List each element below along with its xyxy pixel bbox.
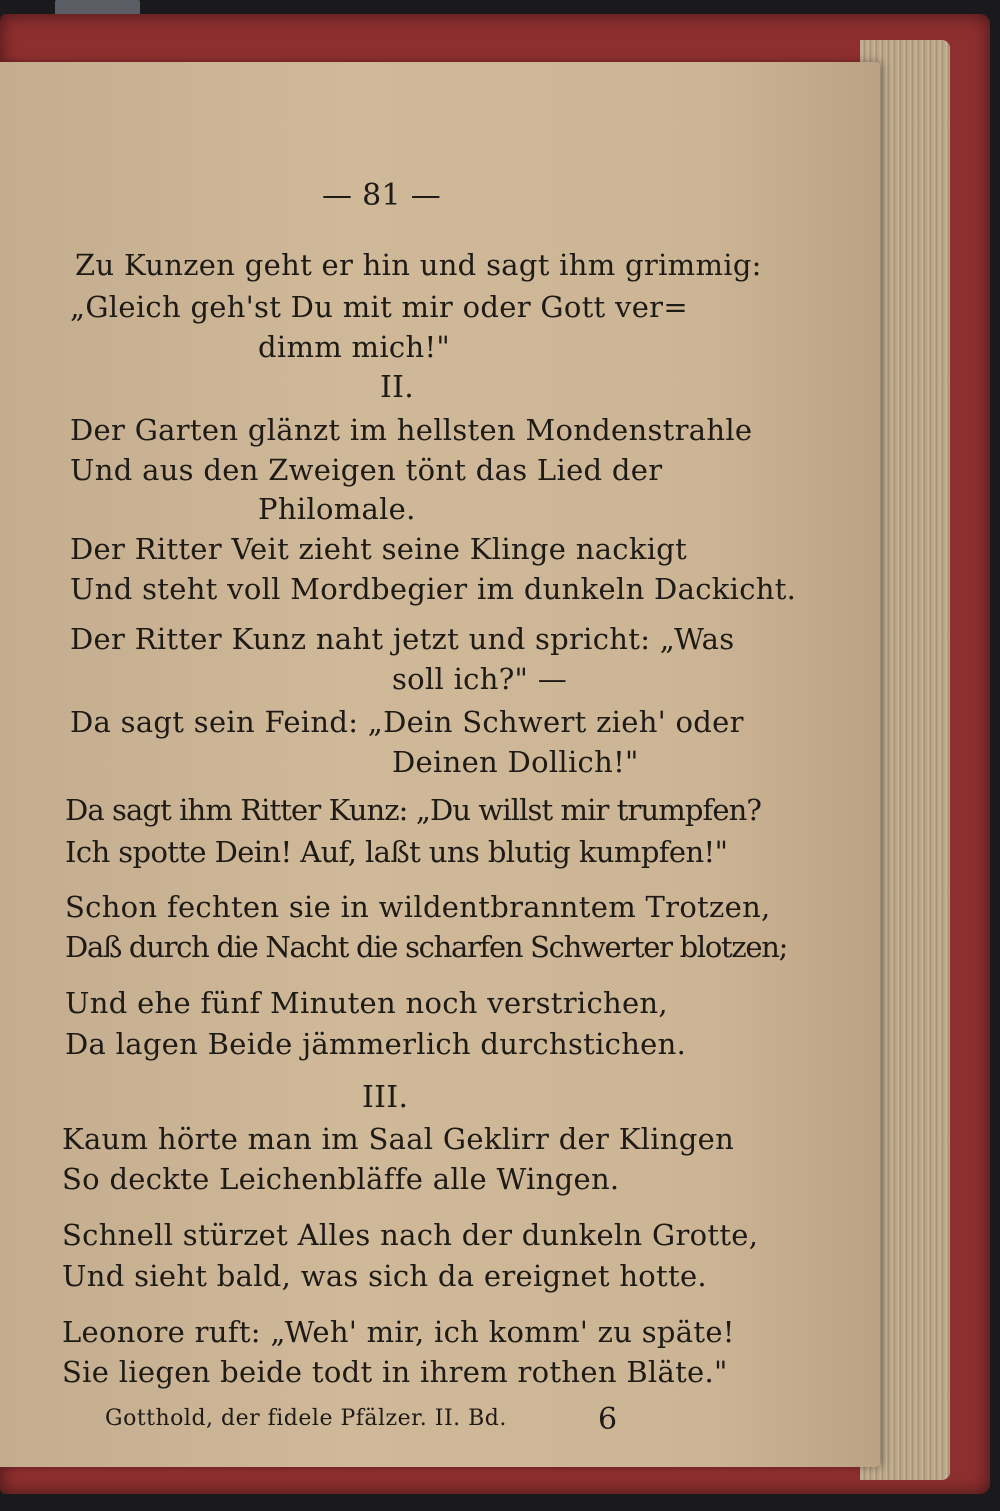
- verse-line: Und steht voll Mordbegier im dunkeln Dackicht.: [70, 572, 797, 606]
- verse-line: dimm mich!": [258, 330, 451, 364]
- footer-signature: Gotthold, der fidele Pfälzer. II. Bd.: [105, 1406, 507, 1431]
- section-heading: II.: [380, 370, 415, 405]
- section-heading: III.: [362, 1080, 409, 1115]
- sheet-number: 6: [598, 1402, 618, 1437]
- verse-line: Leonore ruft: „Weh' mir, ich komm' zu späte!: [62, 1315, 735, 1349]
- verse-line: Zu Kunzen geht er hin und sagt ihm grimmig:: [75, 248, 762, 282]
- verse-line: Schnell stürzet Alles nach der dunkeln Grotte,: [62, 1218, 759, 1252]
- verse-line: Sie liegen beide todt in ihrem rothen Bläte.": [62, 1355, 728, 1389]
- verse-line: Deinen Dollich!": [392, 745, 639, 779]
- verse-line: soll ich?" —: [392, 662, 568, 696]
- verse-line: Und ehe fünf Minuten noch verstrichen,: [65, 986, 668, 1020]
- verse-line: „Gleich geh'st Du mit mir oder Gott ver=: [70, 290, 688, 324]
- verse-line: Ich spotte Dein! Auf, laßt uns blutig kumpfen!": [65, 835, 728, 869]
- verse-line: Der Garten glänzt im hellsten Mondenstrahle: [70, 413, 753, 447]
- verse-line: Kaum hörte man im Saal Geklirr der Klingen: [62, 1122, 735, 1156]
- verse-line: Daß durch die Nacht die scharfen Schwerter blotzen;: [65, 930, 788, 964]
- verse-line: Da sagt sein Feind: „Dein Schwert zieh' oder: [70, 705, 744, 739]
- verse-line: Schon fechten sie in wildentbranntem Trotzen,: [65, 890, 771, 924]
- verse-line: Der Ritter Veit zieht seine Klinge nackigt: [70, 532, 688, 566]
- verse-line: So deckte Leichenbläffe alle Wingen.: [62, 1162, 620, 1196]
- verse-line: Und sieht bald, was sich da ereignet hotte.: [62, 1259, 707, 1293]
- verse-line: Und aus den Zweigen tönt das Lied der: [70, 453, 663, 487]
- verse-line: Da sagt ihm Ritter Kunz: „Du willst mir trumpfen?: [65, 793, 762, 827]
- verse-line: Philomale.: [258, 492, 416, 526]
- verse-line: Der Ritter Kunz naht jetzt und spricht: „Was: [70, 622, 735, 656]
- page-number: — 81 —: [322, 178, 442, 213]
- verse-line: Da lagen Beide jämmerlich durchstichen.: [65, 1027, 687, 1061]
